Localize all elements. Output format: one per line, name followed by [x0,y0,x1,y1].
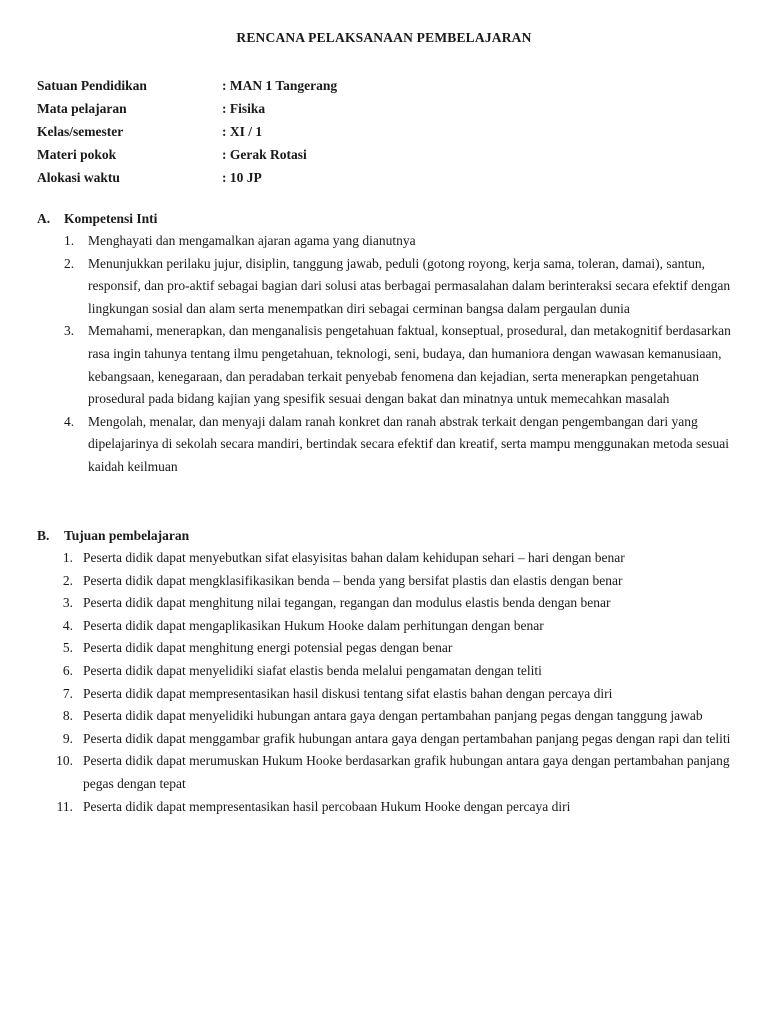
identity-row-school [37,74,737,97]
identity-label: Kelas/semester [37,124,124,139]
item-text: Mengolah, menalar, dan menyaji dalam ranah konkret dan ranah abstrak terkait dengan pengembangan dari yang dipelajarinya di sekolah secara mandiri, bertindak secara efektif dan kreatif, serta mampu menggunakan metoda sesuai kaidah keilmuan [88,413,729,474]
identity-label: Materi pokok [37,147,117,162]
list-item [37,253,737,321]
item-number: 5. [62,640,73,656]
identity-value: : Gerak Rotasi [222,147,307,162]
item-text: Peserta didik dapat menghitung energi potensial pegas dengan benar [83,640,453,656]
item-text: Peserta didik dapat menyelidiki siafat elastis benda melalui pengamatan dengan teliti [83,662,542,678]
item-text: Peserta didik dapat mempresentasikan hasil diskusi tentang sifat elastis bahan dengan percaya diri [83,685,613,701]
item-text: Peserta didik dapat menyelidiki hubungan antara gaya dengan pertambahan panjang pegas dengan tanggung jawab [83,708,703,724]
item-number: 2. [64,255,75,271]
item-number: 9. [62,730,73,746]
list-item [37,320,737,410]
section-heading-text: Tujuan pembelajaran [64,528,190,543]
item-number: 1. [64,233,75,248]
list-item [37,547,737,570]
item-text: Peserta didik dapat mengklasifikasikan benda – benda yang bersifat plastis dan elastis dengan benar [83,572,623,588]
identity-value: : XI / 1 [222,124,263,139]
item-text: Peserta didik dapat menyebutkan sifat elasyisitas bahan dalam kehidupan sehari – hari dengan benar [83,550,625,565]
list-item [37,570,737,593]
item-number: 4. [64,413,75,429]
item-number: 3. [64,323,75,339]
identity-table [37,74,737,189]
list-item [37,615,737,638]
item-text: Peserta didik dapat merumuskan Hukum Hooke berdasarkan grafik hubungan antara gaya dengan pertambahan panjang pegas dengan tepat [83,753,730,791]
list-item [37,728,737,751]
list-item [37,592,737,615]
list-item [37,660,737,683]
identity-row-subject [37,97,737,120]
item-text: Peserta didik dapat menghitung nilai tegangan, regangan dan modulus elastis benda dengan benar [83,595,611,611]
identity-value: : 10 JP [222,170,262,185]
identity-label: Satuan Pendidikan [37,78,147,93]
identity-row-time [37,166,737,189]
item-text: Memahami, menerapkan, dan menganalisis pengetahuan faktual, konseptual, prosedural, dan metakognitif berdasarkan rasa ingin tahunya tentang ilmu pengetahuan, teknologi, seni, budaya, dan humaniora dengan wawasan kemanusiaan, kebangsaan, kenegaraan, dan peradaban terkait penyebab fenomena dan kejadian, serta menerapkan pengetahuan prosedural pada bidang kajian yang spesifik sesuai dengan bakat dan minatnya untuk memecahkan masalah [88,323,731,407]
identity-row-class [37,120,737,143]
document-title: RENCANA PELAKSANAAN PEMBELAJARAN [236,30,532,45]
list-item [37,411,737,479]
identity-label: Alokasi waktu [37,170,120,185]
item-text: Menghayati dan mengamalkan ajaran agama yang dianutnya [88,233,416,248]
section-heading-text: Kompetensi Inti [64,211,158,226]
item-text: Peserta didik dapat mengaplikasikan Hukum Hooke dalam perhitungan dengan benar [83,617,544,633]
list-item [37,230,737,253]
section-heading [37,525,737,547]
item-text: Peserta didik dapat mempresentasikan hasil percobaan Hukum Hooke dengan percaya diri [83,798,571,814]
list-item [37,750,737,795]
section-heading [37,208,737,230]
item-number: 2. [62,572,73,588]
item-number: 1. [62,550,73,565]
section-letter: B. [37,528,50,543]
item-number: 7. [62,685,73,701]
kompetensi-list [37,230,737,479]
item-number: 11. [56,798,73,814]
item-text: Peserta didik dapat menggambar grafik hubungan antara gaya dengan pertambahan panjang pegas dengan rapi dan teliti [83,730,731,746]
identity-row-topic [37,143,737,166]
section-tujuan-pembelajaran [37,525,737,818]
identity-value: : MAN 1 Tangerang [222,78,338,93]
item-text: Menunjukkan perilaku jujur, disiplin, tanggung jawab, peduli (gotong royong, kerja sama, toleran, damai), santun, responsif, dan pro-aktif sebagai bagian dari solusi atas berbagai permasalahan dalam berinteraksi secara efektif dengan lingkungan sosial dan alam serta menempatkan diri sebagai cerminan bangsa dalam pergaulan dunia [88,255,731,316]
item-number: 3. [62,595,73,611]
section-letter: A. [37,211,51,226]
identity-label: Mata pelajaran [37,101,127,116]
item-number: 6. [62,662,73,678]
list-item [37,683,737,706]
identity-value: : Fisika [222,101,266,116]
list-item [37,637,737,660]
list-item [37,796,737,819]
item-number: 8. [62,708,73,724]
list-item [37,705,737,728]
section-kompetensi-inti [37,208,737,479]
item-number: 4. [62,617,73,633]
item-number: 10. [56,753,73,769]
tujuan-list [37,547,737,818]
